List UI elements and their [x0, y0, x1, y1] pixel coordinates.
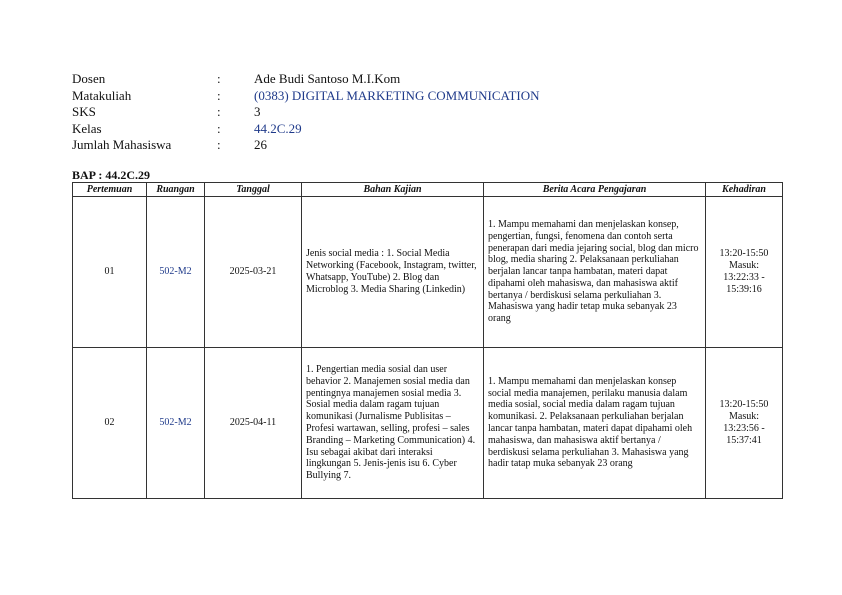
cell-tanggal: 2025-04-11 [205, 348, 302, 499]
header-pertemuan: Pertemuan [73, 183, 147, 197]
cell-tanggal: 2025-03-21 [205, 197, 302, 348]
cell-berita-acara: 1. Mampu memahami dan menjelaskan konsep social media manajemen, perilaku manusia dalam media sosial, social media dalam ragam tujuan komunikasi. 2. Pelaksanaan perkuliahan berjalan lancar tanpa hambatan, materi dapat dipahami oleh mahasiswa, dan mahasiswa aktif bertanya / berdiskusi selama perkuliahan 3. Mahasiswa yang hadir tatap muka sebanyak 23 orang [484, 348, 706, 499]
course-info [72, 71, 540, 154]
header-tanggal: Tanggal [205, 183, 302, 197]
cell-bahan-kajian: 1. Pengertian media sosial dan user behavior 2. Manajemen sosial media dan pentingnya manajemen sosial media 3. Sosial media dalam ragam tujuan komunikasi (Jurnalisme Publisitas – Profesi wartawan, selling, profesi – sales Branding – Marketing Communication) 4. Isu sebagai akibat dari interaksi lingkungan 5. Jenis-jenis isu 6. Cyber Bullying 7. [302, 348, 484, 499]
cell-kehadiran [706, 348, 783, 499]
header-kehadiran: Kehadiran [706, 183, 783, 197]
sks-colon: : [217, 104, 221, 119]
info-row-kelas [72, 121, 540, 138]
kelas-colon: : [217, 120, 221, 136]
cell-ruangan: 502-M2 [147, 197, 205, 348]
header-berita-acara: Berita Acara Pengajaran [484, 183, 706, 197]
kehadiran-jam: 13:20-15:50 [719, 399, 769, 411]
kehadiran-waktu: 13:22:33 - 15:39:16 [723, 272, 765, 295]
kehadiran-jam: 13:20-15:50 [719, 248, 769, 260]
kelas-label: Kelas [72, 120, 102, 136]
matakuliah-label: Matakuliah [72, 87, 132, 103]
sks-label: SKS [72, 104, 96, 119]
table-row [73, 197, 783, 348]
table-header-row [73, 183, 783, 197]
dosen-value: Ade Budi Santoso M.I.Kom [254, 71, 401, 86]
dosen-label: Dosen [72, 71, 106, 86]
jumlah-colon: : [217, 137, 221, 152]
header-ruangan: Ruangan [147, 183, 205, 197]
matakuliah-colon: : [217, 87, 221, 103]
kehadiran-masuk: Masuk: [729, 260, 759, 272]
cell-berita-acara: 1. Mampu memahami dan menjelaskan konsep, pengertian, fungsi, fenomena dan contoh serta penerapan dari media jejaring social, blog dan micro blog, media sharing 2. Pelaksanaan perkuliahan berjalan lancar tanpa hambatan, materi dapat dipahami oleh mahasiswa, dan mahasiswa aktif bertanya / berdiskusi selama perkuliahan 3. Mahasiswa yang hadir tetap muka sebanyak 23 orang [484, 197, 706, 348]
bap-title: BAP : 44.2C.29 [72, 168, 150, 182]
cell-pertemuan: 01 [73, 197, 147, 348]
cell-pertemuan: 02 [73, 348, 147, 499]
matakuliah-value: (0383) DIGITAL MARKETING COMMUNICATION [254, 87, 540, 103]
dosen-colon: : [217, 71, 221, 86]
info-row-sks [72, 104, 540, 121]
kelas-value: 44.2C.29 [254, 120, 302, 136]
info-row-matakuliah [72, 88, 540, 105]
jumlah-label: Jumlah Mahasiswa [72, 137, 172, 152]
kehadiran-waktu: 13:23:56 - 15:37:41 [723, 423, 765, 446]
kehadiran-masuk: Masuk: [729, 411, 759, 423]
sks-value: 3 [254, 104, 261, 119]
cell-kehadiran [706, 197, 783, 348]
info-row-dosen [72, 71, 540, 88]
info-row-jumlah [72, 137, 540, 154]
jumlah-value: 26 [254, 137, 267, 152]
header-bahan-kajian: Bahan Kajian [302, 183, 484, 197]
cell-ruangan: 502-M2 [147, 348, 205, 499]
bap-table [72, 182, 783, 499]
table-row [73, 348, 783, 499]
cell-bahan-kajian: Jenis social media : 1. Social Media Networking (Facebook, Instagram, twitter, Whatsapp, YouTube) 2. Blog dan Microblog 3. Media Sharing (Linkedin) [302, 197, 484, 348]
